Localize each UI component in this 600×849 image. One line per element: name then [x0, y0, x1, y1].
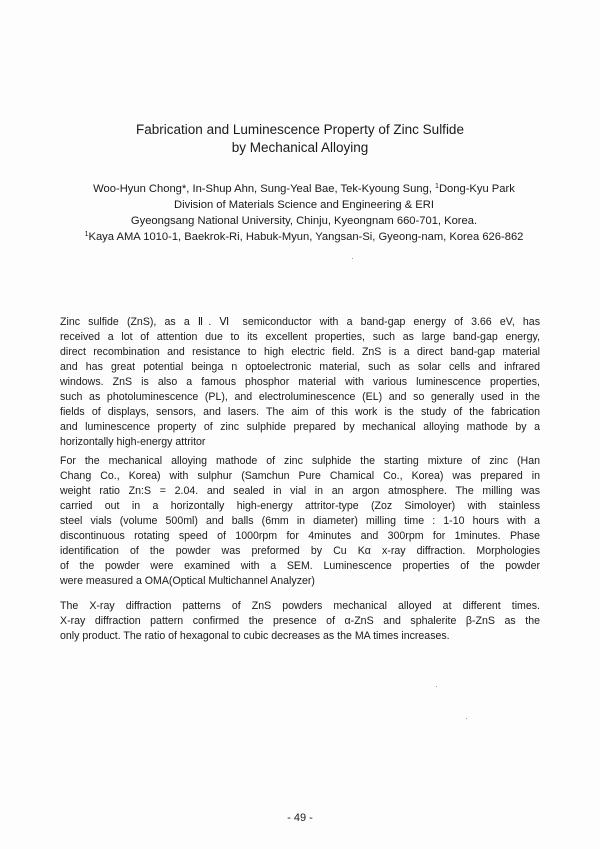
- affiliation-marker: 1: [84, 231, 89, 238]
- paragraph-line: carried out in a horizontally high-energy attritor-type (Zoz Simoloyer) with stainless: [60, 500, 540, 512]
- affiliation-2-text: Kaya AMA 1010-1, Baekrok-Ri, Habuk-Myun, Yangsan-Si, Gyeong-nam, Korea 626-862: [88, 231, 524, 243]
- affiliation-line-1: Division of Materials Science and Engineering & ERI: [174, 199, 434, 211]
- paragraph-line: and luminescence property of zinc sulphide prepared by mechanical alloying mathode by a: [60, 421, 540, 433]
- paragraph-line: windows. ZnS is also a famous phosphor material with various luminescence properties,: [60, 376, 540, 388]
- title-line-1: Fabrication and Luminescence Property of Zinc Sulfide: [136, 122, 464, 137]
- paragraph-line: steel vials (volume 500ml) and balls (6mm in diameter) milling time : 1-10 hours with a: [60, 515, 540, 527]
- abstract-paragraph-1: [60, 315, 540, 450]
- paragraph-line: only product. The ratio of hexagonal to cubic decreases as the MA times increases.: [60, 630, 450, 642]
- author-names-last: Dong-Kyu Park: [438, 183, 515, 195]
- paper-title: [0, 121, 600, 157]
- paragraph-line: fields of displays, sensors, and lasers. The aim of this work is the study of the fabrication: [60, 406, 540, 418]
- paragraph-line: of the powder were examined with a SEM. Luminescence properties of the powder: [60, 560, 540, 572]
- affiliation-line-3: [50, 229, 558, 245]
- paragraph-line: weight ratio Zn:S = 2.04. and sealed in vial in an argon atmosphere. The milling was: [60, 485, 540, 497]
- paragraph-line: identification of the powder was preformed by Cu Kα x-ray diffraction. Morphologies: [60, 545, 540, 557]
- paragraph-line: For the mechanical alloying mathode of zinc sulphide the starting mixture of zinc (Han: [60, 455, 540, 467]
- abstract-paragraph-2: [60, 454, 540, 589]
- paragraph-line: X-ray diffraction pattern confirmed the presence of α-ZnS and sphalerite β-ZnS as the: [60, 615, 540, 627]
- scan-speck: [466, 718, 467, 719]
- author-affil-marker: 1: [435, 183, 439, 190]
- author-names: [50, 181, 558, 197]
- title-line-2: by Mechanical Alloying: [231, 140, 369, 155]
- paragraph-line: and has great potential beinga n optoelectronic material, such as solar cells and infrared: [60, 361, 540, 373]
- page-number: - 49 -: [287, 812, 313, 824]
- paragraph-line: The X-ray diffraction patterns of ZnS powders mechanical alloyed at different times.: [60, 600, 540, 612]
- paragraph-line: Zinc sulfide (ZnS), as a Ⅱ. Ⅵ semiconductor with a band-gap energy of 3.66 eV, has: [60, 316, 540, 328]
- affiliation-line-2: Gyeongsang National University, Chinju, Kyeongnam 660-701, Korea.: [130, 215, 478, 227]
- paragraph-line: Chang Co., Korea) with sulphur (Samchun Pure Chamical Co., Korea) was prepared in: [60, 470, 540, 482]
- paragraph-line: such as photoluminescence (PL), and electroluminescence (EL) and so generally used in the: [60, 391, 540, 403]
- author-block: [50, 181, 558, 245]
- paragraph-line: horizontally high-energy attritor: [60, 436, 206, 448]
- paragraph-line: direct recombination and resistance to high electric field. ZnS is a direct band-gap material: [60, 346, 540, 358]
- paragraph-line: were measured a OMA(Optical Multichannel Analyzer): [60, 575, 315, 587]
- author-names-main: Woo-Hyun Chong*, In-Shup Ahn, Sung-Yeal Bae, Tek-Kyoung Sung,: [93, 183, 436, 195]
- abstract-paragraph-3: [60, 599, 540, 644]
- scan-speck: [352, 258, 353, 259]
- paragraph-line: received a lot of attention due to its excellent properties, such as large band-gap energy,: [60, 331, 540, 343]
- paragraph-line: discontinuous rotating speed of 1000rpm for 4minutes and 300rpm for 1minutes. Phase: [60, 530, 540, 542]
- scan-speck: [436, 686, 437, 687]
